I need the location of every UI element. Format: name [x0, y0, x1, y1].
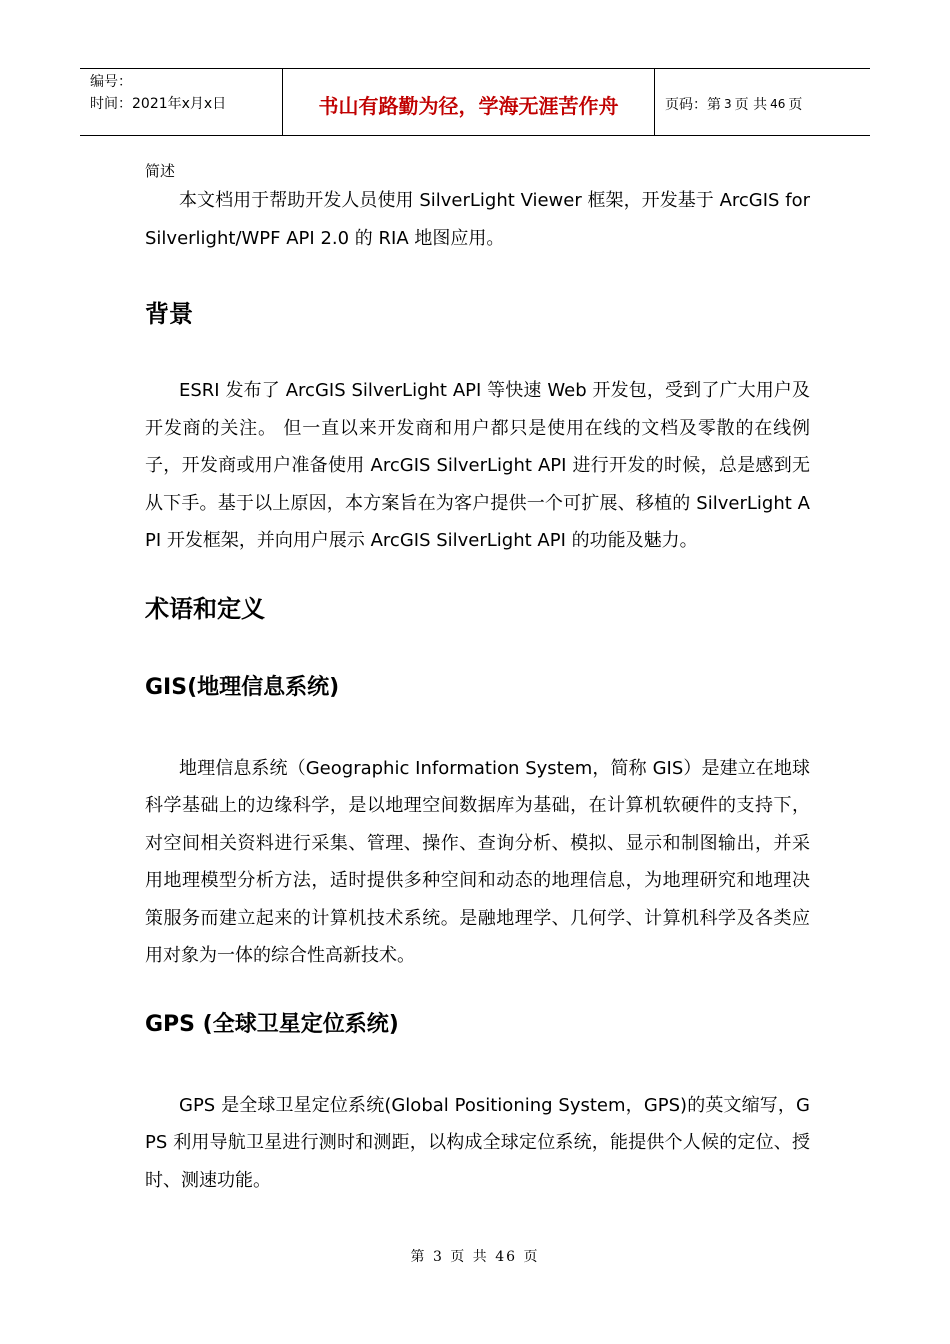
background-paragraph: ESRI 发布了 ArcGIS SilverLight API 等快速 Web 开发包，受到了广大用户及开发商的关注。 但一直以来开发商和用户都只是使用在线的文档及零散的在线例子，开发商或用户准备使用 ArcGIS SilverLight API 进行开发的时候，总是感到无从下手。基于以上原因，本方案旨在为客户提供一个可扩展、移植的 SilverLight API 开发框架，并向用户展示 ArcGIS SilverLight API 的功能及魅力。 [145, 380, 810, 551]
abstract-paragraph: 本文档用于帮助开发人员使用 SilverLight Viewer 框架，开发基于 ArcGIS for Silverlight/WPF API 2.0 的 RIA 地图应用。 [145, 190, 810, 249]
gis-paragraph: 地理信息系统（Geographic Information System，简称 GIS）是建立在地球科学基础上的边缘科学，是以地理空间数据库为基础，在计算机软硬件的支持下，对空间相关资料进行采集、管理、操作、查询分析、模拟、显示和制图输出，并采用地理模型分析方法，适时提供多种空间和动态的地理信息，为地理研究和地理决策服务而建立起来的计算机技术系统。是融地理学、几何学、计算机科学及各类应用对象为一体的综合性高新技术。 [145, 757, 810, 966]
page-suffix: 页 [788, 97, 803, 113]
header-meta [80, 69, 282, 135]
subsection-title-gis: GIS(地理信息系统) [145, 674, 340, 700]
page-mid: 页 共 [734, 97, 768, 113]
gps-paragraph: GPS 是全球卫星定位系统(Global Positioning System，GPS)的英文缩写，GPS 利用导航卫星进行测时和测距，以构成全球定位系统，能提供个人候的定位、授时、测速功能。 [145, 1094, 810, 1191]
section-title-terms: 术语和定义 [145, 594, 265, 623]
document-date: 时间：2021年x月x日 [90, 96, 227, 112]
page-header [80, 68, 870, 136]
page-current: 3 [724, 97, 732, 111]
page-total: 46 [770, 97, 786, 111]
page-footer: 第 3 页 共 46 页 [410, 1249, 540, 1265]
header-motto: 书山有路勤为径，学海无涯苦作舟 [282, 69, 655, 135]
page-prefix: 页码：第 [665, 97, 721, 113]
section-title-background: 背景 [145, 300, 193, 328]
document-body [145, 160, 810, 1199]
document-number-label: 编号： [90, 74, 132, 90]
subsection-title-gps: GPS (全球卫星定位系统) [145, 1011, 399, 1037]
abstract-title: 简述 [145, 162, 176, 180]
header-page-info [655, 69, 870, 135]
